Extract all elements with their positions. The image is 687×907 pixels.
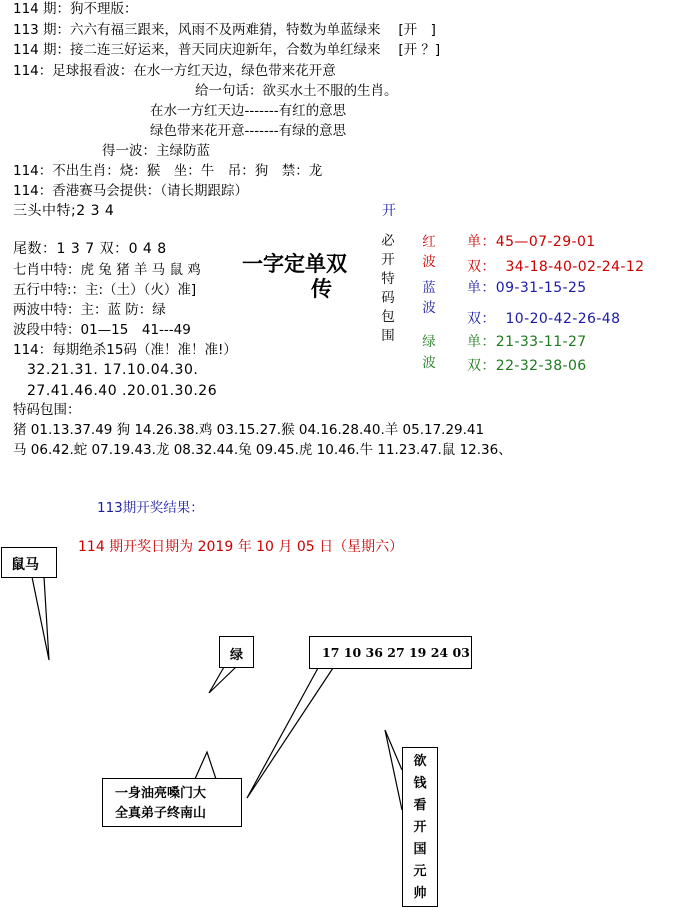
hint-line: 给一句话：欲买水土不服的生肖。 — [195, 83, 398, 99]
five-elements-line: 五行中特:：主:（土）（火）准] — [13, 282, 197, 298]
green-meaning-line: 绿色带来花开意-------有绿的意思 — [150, 123, 347, 139]
tail-numbers-line: 尾数：1 3 7 双：0 4 8 — [13, 241, 167, 257]
verse-line-1: 一身油亮嗓门大 — [115, 786, 207, 801]
hk-jockey-line: 114：香港赛马会提供：（请长期跟踪） — [13, 183, 249, 199]
big-title-line2: 传 — [311, 276, 332, 301]
result-title: 113期开奖结果： — [97, 500, 204, 516]
callout-rat-horse: 鼠马 — [1, 547, 57, 578]
vertical-char: 帅 — [413, 886, 427, 901]
vertical-char: 看 — [413, 798, 427, 813]
red-single-numbers: 单：45—07-29-01 — [467, 234, 596, 250]
blue-single-numbers: 单：09-31-15-25 — [467, 280, 587, 296]
two-waves-line: 两波中特：主：蓝 防：绿 — [13, 302, 166, 318]
issue-114-title: 114 期：狗不理版： — [13, 1, 138, 17]
must-char: 开 — [381, 252, 395, 268]
red-wave-char: 红 — [422, 234, 436, 250]
vertical-char: 钱 — [413, 776, 427, 791]
must-char: 包 — [381, 309, 395, 325]
vertical-char: 元 — [413, 864, 427, 879]
green-wave-char: 绿 — [422, 334, 436, 350]
blue-wave-char: 蓝 — [422, 280, 436, 296]
red-meaning-line: 在水一方红天边-------有红的意思 — [150, 103, 347, 119]
callout-verse — [102, 778, 242, 827]
red-double-numbers: 双： 34-18-40-02-24-12 — [467, 259, 645, 275]
zodiac-numbers-row-1: 猪 01.13.37.49 狗 14.26.38.鸡 03.15.27.猴 04.16.28.40.羊 05.17.29.41 — [13, 422, 485, 438]
must-char: 特 — [381, 271, 395, 287]
seven-zodiac-line: 七肖中特：虎 兔 猪 羊 马 鼠 鸡 — [13, 262, 201, 278]
no-zodiac-line: 114：不出生肖：烧：猴 坐：牛 吊：狗 禁：龙 — [13, 163, 323, 179]
vertical-char: 欲 — [413, 754, 427, 769]
callout-green: 绿 — [219, 636, 254, 668]
draw-date: 114 期开奖日期为 2019 年 10 月 05 日（星期六） — [78, 539, 404, 555]
blue-double-numbers: 双： 10-20-42-26-48 — [467, 311, 621, 327]
vertical-char: 国 — [413, 842, 427, 857]
must-char: 码 — [381, 290, 395, 306]
kill-15-line: 114：每期绝杀15码（准！准！准!） — [13, 342, 237, 358]
wave-range-line: 波段中特：01—15 41---49 — [13, 322, 191, 338]
vertical-char: 开 — [413, 820, 427, 835]
must-char: 必 — [381, 233, 395, 249]
verse-line-2: 全真弟子终南山 — [115, 806, 207, 821]
red-wave-char: 波 — [422, 254, 436, 270]
green-single-numbers: 单：21-33-11-27 — [467, 334, 587, 350]
must-char: 围 — [381, 328, 395, 344]
issue-114-verse: 114 期：接二连三好运来，普天同庆迎新年，合数为单红绿来 [开 ？] — [13, 42, 441, 58]
kai-label: 开 — [382, 203, 396, 219]
green-wave-char: 波 — [422, 355, 436, 371]
zodiac-numbers-row-2: 马 06.42.蛇 07.19.43.龙 08.32.44.兔 09.45.虎 10.46.牛 11.23.47.鼠 12.36、 — [13, 442, 512, 458]
kill-numbers-row-2: 27.41.46.40 .20.01.30.26 — [27, 383, 218, 399]
special-code-title: 特码包围： — [13, 402, 81, 418]
three-heads-line: 三头中特;2 3 4 — [13, 203, 115, 219]
big-title-line1: 一字定单双 — [242, 251, 347, 276]
callout-vertical — [402, 747, 438, 907]
callout-numbers: 17 10 36 27 19 24 03 — [309, 636, 472, 669]
wave-result-line: 得一波：主绿防蓝 — [102, 143, 210, 159]
football-wave-line: 114：足球报看波：在水一方红天边，绿色带来花开意 — [13, 63, 336, 79]
issue-113-verse: 113 期：六六有福三跟来，风雨不及两难猜，特数为单蓝绿来 [开 ] — [13, 22, 436, 38]
green-double-numbers: 双：22-32-38-06 — [467, 358, 587, 374]
blue-wave-char: 波 — [422, 300, 436, 316]
kill-numbers-row-1: 32.21.31. 17.10.04.30. — [27, 362, 199, 378]
